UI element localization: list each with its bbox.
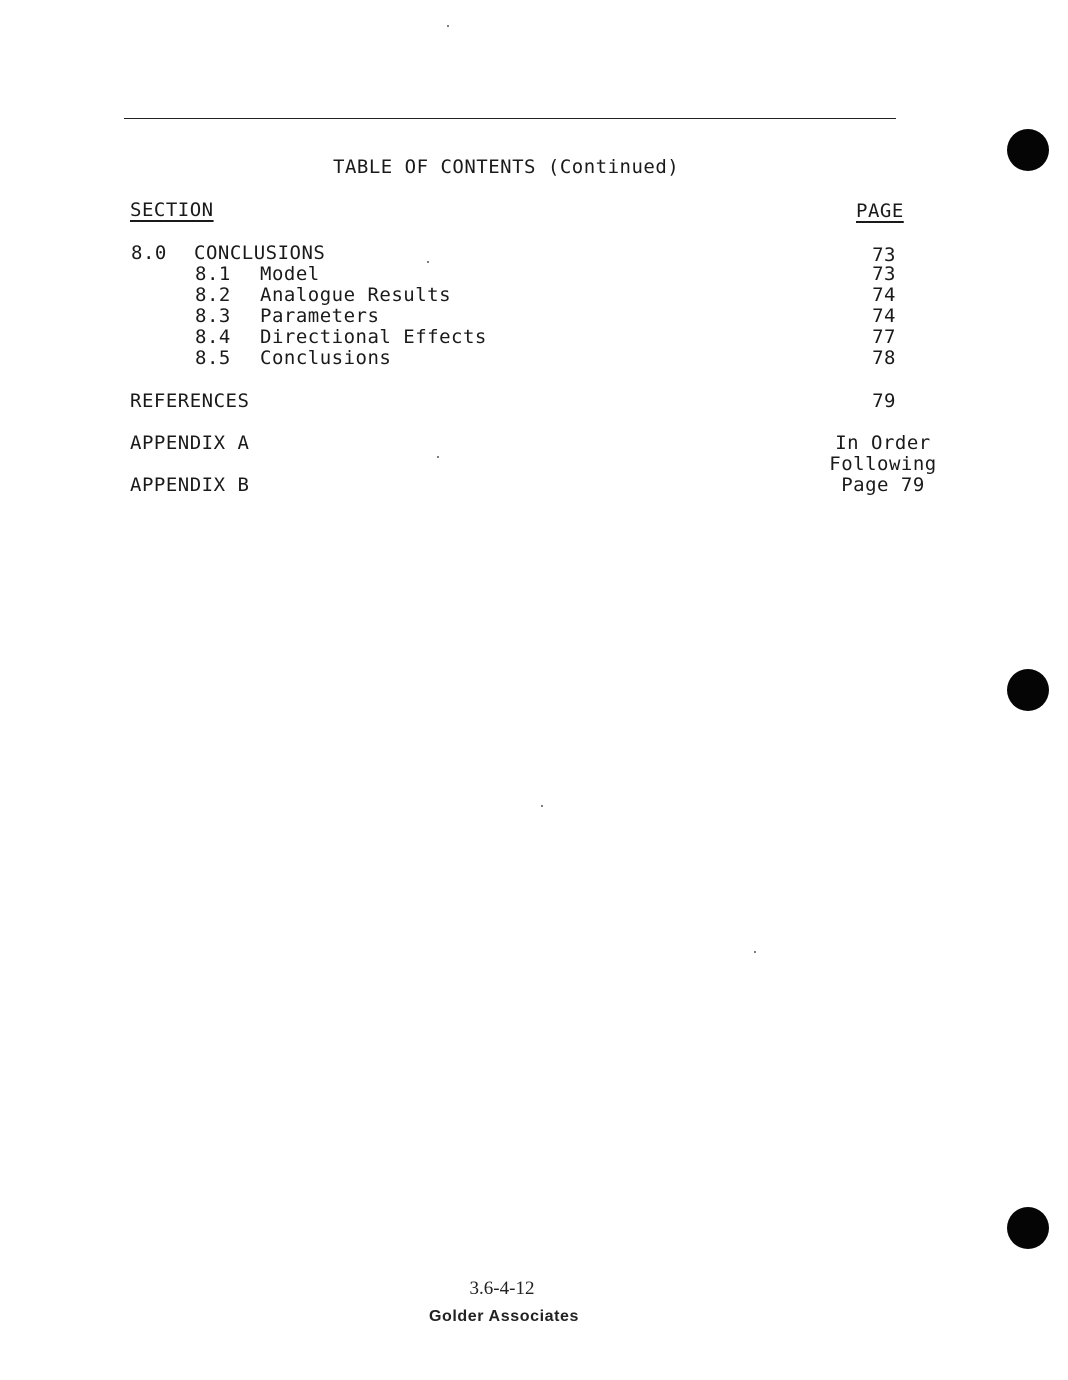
appendix-page-line: In Order bbox=[835, 432, 931, 454]
appendix-page-line: Page 79 bbox=[841, 474, 925, 496]
toc-subentry-label: Directional Effects bbox=[260, 326, 487, 348]
toc-entry-page: 74 bbox=[872, 284, 896, 306]
toc-subentry-label: Parameters bbox=[260, 305, 380, 327]
page-column-header: PAGE bbox=[856, 200, 904, 222]
toc-entry-number: 8.0 bbox=[131, 242, 167, 264]
appendix-b-label: APPENDIX B bbox=[130, 474, 250, 496]
toc-title: TABLE OF CONTENTS (Continued) bbox=[333, 156, 680, 178]
appendix-page-line: Following bbox=[829, 453, 937, 475]
header-rule bbox=[124, 118, 896, 119]
punch-hole-bottom bbox=[1007, 1207, 1049, 1249]
toc-entry-page: 73 bbox=[872, 263, 896, 285]
scan-speck bbox=[754, 951, 756, 953]
toc-entry-page: 74 bbox=[872, 305, 896, 327]
toc-subentry-label: Conclusions bbox=[260, 347, 392, 369]
toc-entry-page: 78 bbox=[872, 347, 896, 369]
punch-hole-top bbox=[1007, 129, 1049, 171]
appendix-a-label: APPENDIX A bbox=[130, 432, 250, 454]
toc-entry-label: CONCLUSIONS bbox=[194, 242, 326, 264]
references-label: REFERENCES bbox=[130, 390, 250, 412]
scan-speck bbox=[541, 805, 543, 807]
toc-subentry-number: 8.2 bbox=[195, 284, 231, 306]
references-page: 79 bbox=[872, 390, 896, 412]
toc-subentry-label: Model bbox=[260, 263, 320, 285]
toc-subentry-label: Analogue Results bbox=[260, 284, 452, 306]
toc-subentry-number: 8.1 bbox=[195, 263, 231, 285]
company-name: Golder Associates bbox=[428, 1308, 580, 1325]
scan-speck bbox=[427, 261, 429, 263]
toc-subentry-number: 8.5 bbox=[195, 347, 231, 369]
toc-subentry-number: 8.4 bbox=[195, 326, 231, 348]
scan-speck bbox=[437, 456, 439, 458]
toc-subentry-number: 8.3 bbox=[195, 305, 231, 327]
toc-entry-page: 77 bbox=[872, 326, 896, 348]
punch-hole-middle bbox=[1007, 669, 1049, 711]
section-column-header: SECTION bbox=[130, 199, 214, 221]
scan-speck bbox=[447, 25, 449, 27]
toc-entry-page: 73 bbox=[872, 244, 896, 266]
page-number: 3.6-4-12 bbox=[469, 1278, 535, 1299]
